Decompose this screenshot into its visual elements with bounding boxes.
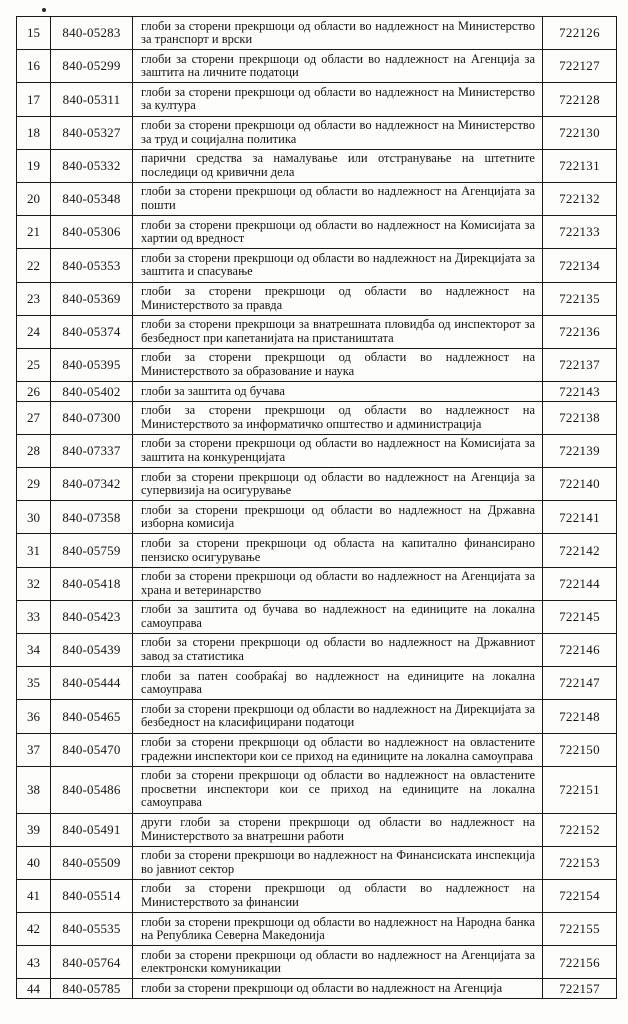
row-number-cell: 41 [17,879,51,912]
row-number-cell: 36 [17,700,51,733]
ink-dot-artifact [42,8,46,12]
income-code-cell: 722154 [543,879,617,912]
account-code-cell: 840-05306 [51,216,133,249]
row-number-cell: 29 [17,468,51,501]
row-number-cell: 18 [17,116,51,149]
table-row [17,468,617,501]
description-cell: глоби за сторени прекршоци од области во надлежност на Министерството за правда [133,282,543,315]
income-code-cell: 722148 [543,700,617,733]
description-cell: глоби за сторени прекршоци од области во надлежност на Агенцијата за електронски комуникации [133,946,543,979]
row-number-cell: 35 [17,667,51,700]
table-row [17,216,617,249]
account-code-cell: 840-05395 [51,348,133,381]
account-code-cell: 840-05759 [51,534,133,567]
row-number-cell: 37 [17,733,51,766]
table-row [17,633,617,666]
income-code-cell: 722135 [543,282,617,315]
account-code-cell: 840-05514 [51,879,133,912]
table-row [17,249,617,282]
table-row [17,116,617,149]
row-number-cell: 21 [17,216,51,249]
account-code-cell: 840-05439 [51,633,133,666]
table-row [17,733,617,766]
description-cell: глоби за сторени прекршоци од области во надлежност на Агенција за супервизија на осигурување [133,468,543,501]
account-code-cell: 840-05444 [51,667,133,700]
account-code-cell: 840-05299 [51,50,133,83]
account-code-cell: 840-05311 [51,83,133,116]
account-code-cell: 840-05785 [51,979,133,999]
row-number-cell: 16 [17,50,51,83]
description-cell: глоби за сторени прекршоци од области во надлежност на Дирекцијата за безбедност на класифицирани податоци [133,700,543,733]
account-code-cell: 840-07300 [51,401,133,434]
table-row [17,567,617,600]
description-cell: глоби за сторени прекршоци од области во надлежност на Министерството за информатичко општество и администрација [133,401,543,434]
description-cell: глоби за сторени прекршоци од области во надлежност на Агенцијата за храна и ветеринарство [133,567,543,600]
description-cell: глоби за сторени прекршоци од области во надлежност на овластените просветни инспектори кои се приход на единиците на локална самоуправа [133,766,543,813]
row-number-cell: 39 [17,813,51,846]
description-cell: глоби за сторени прекршоци за внатрешната пловидба од инспекторот за безбедност при капетанијата на пристаништата [133,315,543,348]
account-code-cell: 840-05465 [51,700,133,733]
row-number-cell: 31 [17,534,51,567]
account-code-cell: 840-07337 [51,434,133,467]
row-number-cell: 43 [17,946,51,979]
account-code-cell: 840-05535 [51,913,133,946]
description-cell: глоби за сторени прекршоци од области во надлежност на Министерство за култура [133,83,543,116]
table-body [17,17,617,999]
description-cell: глоби за сторени прекршоци од областа на капитално финансирано пензиско осигурување [133,534,543,567]
description-cell: глоби за сторени прекршоци од области во надлежност на Министерство за транспорт и врски [133,17,543,50]
income-code-cell: 722133 [543,216,617,249]
row-number-cell: 34 [17,633,51,666]
account-code-cell: 840-05491 [51,813,133,846]
table-row [17,700,617,733]
income-code-cell: 722131 [543,149,617,182]
income-code-cell: 722140 [543,468,617,501]
table-row [17,946,617,979]
table-row [17,434,617,467]
table-row [17,282,617,315]
income-code-cell: 722141 [543,501,617,534]
row-number-cell: 19 [17,149,51,182]
row-number-cell: 26 [17,382,51,402]
row-number-cell: 15 [17,17,51,50]
account-code-cell: 840-05332 [51,149,133,182]
income-code-cell: 722126 [543,17,617,50]
description-cell: глоби за сторени прекршоци од области во надлежност на Народна банка на Република Северна Македонија [133,913,543,946]
row-number-cell: 23 [17,282,51,315]
row-number-cell: 22 [17,249,51,282]
income-code-cell: 722145 [543,600,617,633]
income-code-cell: 722150 [543,733,617,766]
account-code-cell: 840-05353 [51,249,133,282]
row-number-cell: 44 [17,979,51,999]
account-code-cell: 840-07342 [51,468,133,501]
table-row [17,534,617,567]
income-code-cell: 722155 [543,913,617,946]
income-code-cell: 722157 [543,979,617,999]
account-code-cell: 840-05348 [51,182,133,215]
table-row [17,17,617,50]
description-cell: глоби за патен сообраќај во надлежност на единиците на локална самоуправа [133,667,543,700]
table-row [17,50,617,83]
income-code-cell: 722146 [543,633,617,666]
income-code-cell: 722137 [543,348,617,381]
account-code-cell: 840-05283 [51,17,133,50]
income-code-cell: 722147 [543,667,617,700]
income-code-cell: 722156 [543,946,617,979]
table-row [17,879,617,912]
income-code-cell: 722127 [543,50,617,83]
description-cell: глоби за сторени прекршоци од области во надлежност на Министерство за труд и социјална политика [133,116,543,149]
description-cell: глоби за заштита од бучава во надлежност на единиците на локална самоуправа [133,600,543,633]
table-row [17,382,617,402]
table-row [17,979,617,999]
income-code-cell: 722132 [543,182,617,215]
income-code-cell: 722142 [543,534,617,567]
account-code-cell: 840-05369 [51,282,133,315]
description-cell: глоби за сторени прекршоци од области во надлежност на Комисијата за заштита на конкуренцијата [133,434,543,467]
income-code-cell: 722134 [543,249,617,282]
description-cell: глоби за сторени прекршоци од области во надлежност на Министерството за образование и наука [133,348,543,381]
row-number-cell: 42 [17,913,51,946]
account-code-cell: 840-05486 [51,766,133,813]
income-code-cell: 722138 [543,401,617,434]
account-code-cell: 840-05470 [51,733,133,766]
row-number-cell: 27 [17,401,51,434]
income-code-cell: 722152 [543,813,617,846]
row-number-cell: 25 [17,348,51,381]
row-number-cell: 38 [17,766,51,813]
row-number-cell: 17 [17,83,51,116]
table-row [17,401,617,434]
account-code-cell: 840-07358 [51,501,133,534]
row-number-cell: 40 [17,846,51,879]
row-number-cell: 32 [17,567,51,600]
description-cell: глоби за сторени прекршоци од области во надлежност на Дирекцијата за заштита и спасување [133,249,543,282]
description-cell: глоби за сторени прекршоци од области во надлежност на Агенција [133,979,543,999]
table-row [17,846,617,879]
description-cell: глоби за сторени прекршоци од области во надлежност на Комисијата за хартии од вредност [133,216,543,249]
description-cell: глоби за сторени прекршоци од области во надлежност на Агенција за заштита на личните податоци [133,50,543,83]
account-code-cell: 840-05418 [51,567,133,600]
income-code-cell: 722128 [543,83,617,116]
account-code-cell: 840-05327 [51,116,133,149]
account-code-cell: 840-05509 [51,846,133,879]
income-code-cell: 722153 [543,846,617,879]
income-code-cell: 722151 [543,766,617,813]
income-codes-table [16,16,617,999]
table-row [17,813,617,846]
table-row [17,149,617,182]
income-code-cell: 722139 [543,434,617,467]
table-row [17,766,617,813]
income-code-cell: 722130 [543,116,617,149]
account-code-cell: 840-05764 [51,946,133,979]
income-code-cell: 722136 [543,315,617,348]
description-cell: глоби за сторени прекршоци од области во надлежност на Државниот завод за статистика [133,633,543,666]
row-number-cell: 24 [17,315,51,348]
income-code-cell: 722144 [543,567,617,600]
income-code-cell: 722143 [543,382,617,402]
table-row [17,83,617,116]
row-number-cell: 30 [17,501,51,534]
table-row [17,667,617,700]
table-row [17,315,617,348]
table-row [17,913,617,946]
description-cell: глоби за сторени прекршоци од области во надлежност на Државна изборна комисија [133,501,543,534]
table-row [17,600,617,633]
description-cell: глоби за заштита од бучава [133,382,543,402]
description-cell: други глоби за сторени прекршоци од области во надлежност на Министерството за внатрешни работи [133,813,543,846]
account-code-cell: 840-05402 [51,382,133,402]
table-row [17,182,617,215]
description-cell: глоби за сторени прекршоци од области во надлежност на Агенцијата за пошти [133,182,543,215]
description-cell: глоби за сторени прекршоци од области во надлежност на овластените градежни инспектори кои се приход на единиците на локална самоуправа [133,733,543,766]
table-row [17,501,617,534]
description-cell: глоби за сторени прекршоци во надлежност на Финансиската инспекција во јавниот сектор [133,846,543,879]
account-code-cell: 840-05374 [51,315,133,348]
table-row [17,348,617,381]
description-cell: глоби за сторени прекршоци од области во надлежност на Министерството за финансии [133,879,543,912]
row-number-cell: 33 [17,600,51,633]
row-number-cell: 20 [17,182,51,215]
description-cell: парични средства за намалување или отстранување на штетните последици од кривични дела [133,149,543,182]
account-code-cell: 840-05423 [51,600,133,633]
row-number-cell: 28 [17,434,51,467]
